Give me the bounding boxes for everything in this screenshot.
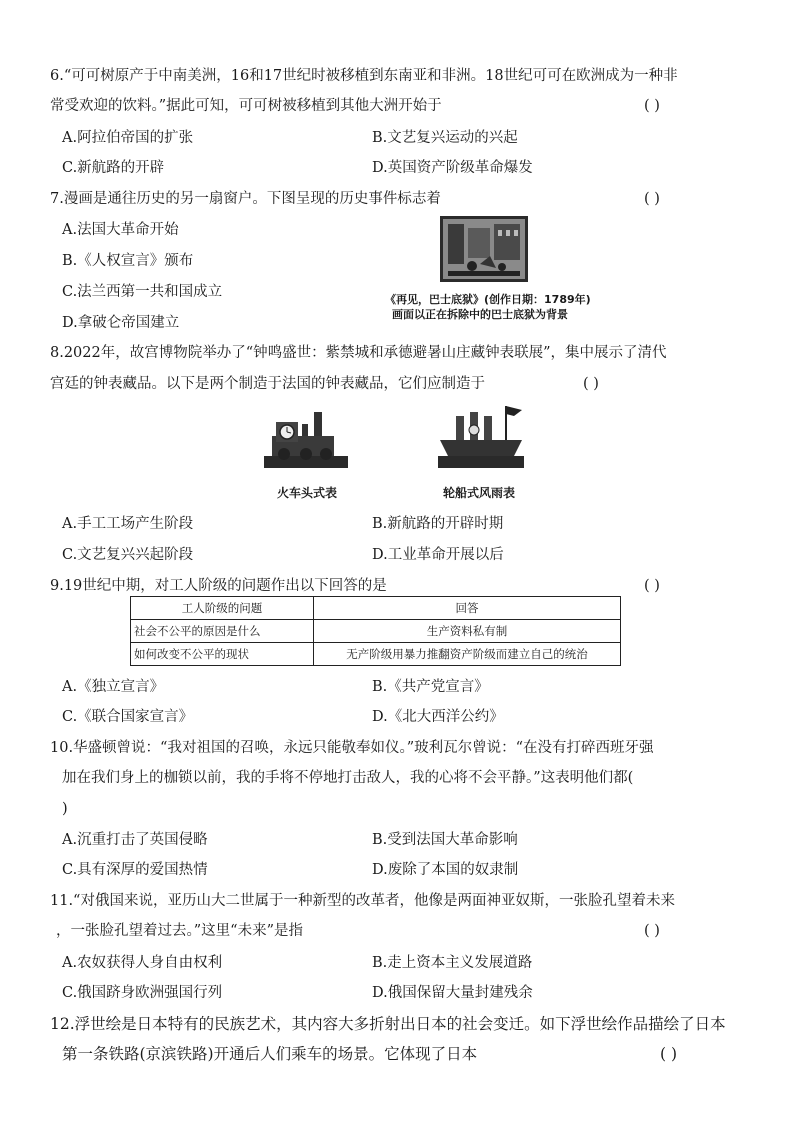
q9-option-a: A.《独立宣言》 <box>62 679 165 695</box>
q10-stem-line3: ) <box>62 801 68 817</box>
q10-option-b: B.受到法国大革命影响 <box>372 832 518 848</box>
q7-answer-paren: ( ) <box>644 191 660 207</box>
q7-image-caption-2: 画面以正在拆除中的巴士底狱为背景 <box>392 308 568 321</box>
q9-option-b: B.《共产党宣言》 <box>372 679 489 695</box>
q11-stem-line2: ，一张脸孔望着过去。”这里“未来”是指 <box>56 923 303 939</box>
locomotive-clock-image <box>262 402 350 472</box>
q8-image2-label: 轮船式风雨表 <box>443 486 516 500</box>
q6-answer-paren: ( ) <box>644 98 660 114</box>
q12-answer-paren: ( ) <box>660 1045 678 1063</box>
q6-stem-line2: 常受欢迎的饮料。”据此可知，可可树被移植到其他大洲开始于 <box>50 98 442 114</box>
q8-answer-paren: ( ) <box>583 376 599 392</box>
q10-stem-line1: 10.华盛顿曾说：“我对祖国的召唤，永远只能敬奉如仪。”玻利瓦尔曾说：“在没有打碎西班牙强 <box>50 740 654 756</box>
q7-option-d: D.拿破仑帝国建立 <box>62 315 180 331</box>
table-row <box>131 643 621 666</box>
q11-option-b: B.走上资本主义发展道路 <box>372 955 533 971</box>
q9-stem-line1: 9.19世纪中期，对工人阶级的问题作出以下回答的是 <box>50 578 387 594</box>
q6-option-d: D.英国资产阶级革命爆发 <box>372 160 533 176</box>
q8-image1-label: 火车头式表 <box>277 486 338 500</box>
q10-option-c: C.具有深厚的爱国热情 <box>62 862 208 878</box>
q9-option-d: D.《北大西洋公约》 <box>372 709 504 725</box>
table-cell: 无产阶级用暴力推翻资产阶级而建立自己的统治 <box>314 643 621 666</box>
q8-option-b: B.新航路的开辟时期 <box>372 516 504 532</box>
q7-option-c: C.法兰西第一共和国成立 <box>62 284 223 300</box>
q10-option-d: D.废除了本国的奴隶制 <box>372 862 519 878</box>
q9-answer-paren: ( ) <box>644 578 660 594</box>
q10-stem-line2: 加在我们身上的枷锁以前，我的手将不停地打击敌人，我的心将不会平静。”这表明他们都( <box>62 770 634 786</box>
q11-answer-paren: ( ) <box>644 923 660 939</box>
q8-option-d: D.工业革命开展以后 <box>372 547 504 563</box>
q8-stem-line1: 8.2022年，故宫博物院举办了“钟鸣盛世：紫禁城和承德避暑山庄藏钟表联展”，集中展示了清代 <box>50 345 667 361</box>
q9-option-c: C.《联合国家宣言》 <box>62 709 194 725</box>
table-cell: 如何改变不公平的现状 <box>131 643 314 666</box>
q7-option-b: B.《人权宣言》颁布 <box>62 253 194 269</box>
q12-stem-line2: 第一条铁路(京滨铁路)开通后人们乘车的场景。它体现了日本 <box>62 1045 478 1063</box>
q6-stem-line1: 6.“可可树原产于中南美洲，16和17世纪时被移植到东南亚和非洲。18世纪可可在欧洲成为一种非 <box>50 68 678 84</box>
table-cell: 生产资料私有制 <box>314 620 621 643</box>
bastille-cartoon-image <box>440 216 528 282</box>
q11-option-c: C.俄国跻身欧洲强国行列 <box>62 985 223 1001</box>
q7-image-caption-1: 《再见，巴士底狱》(创作日期：1789年) <box>385 293 591 306</box>
table-row <box>131 620 621 643</box>
table-header-cell: 回答 <box>314 597 621 620</box>
q8-option-a: A.手工工场产生阶段 <box>62 516 194 532</box>
q7-option-a: A.法国大革命开始 <box>62 222 179 238</box>
q6-option-b: B.文艺复兴运动的兴起 <box>372 130 518 146</box>
q6-option-a: A.阿拉伯帝国的扩张 <box>62 130 194 146</box>
q8-option-c: C.文艺复兴兴起阶段 <box>62 547 194 563</box>
q8-stem-line2: 宫廷的钟表藏品。以下是两个制造于法国的钟表藏品，它们应制造于 <box>50 376 485 392</box>
q9-table <box>130 596 621 666</box>
q11-option-d: D.俄国保留大量封建残余 <box>372 985 533 1001</box>
q6-option-c: C.新航路的开辟 <box>62 160 165 176</box>
table-cell: 社会不公平的原因是什么 <box>131 620 314 643</box>
q11-option-a: A.农奴获得人身自由权利 <box>62 955 223 971</box>
table-header-cell: 工人阶级的问题 <box>131 597 314 620</box>
table-header-row <box>131 597 621 620</box>
q12-stem-line1: 12.浮世绘是日本特有的民族艺术，其内容大多折射出日本的社会变迁。如下浮世绘作品描绘了日本 <box>50 1015 726 1033</box>
steamship-barometer-image <box>434 398 528 472</box>
q10-option-a: A.沉重打击了英国侵略 <box>62 832 208 848</box>
q11-stem-line1: 11.“对俄国来说，亚历山大二世属于一种新型的改革者，他像是两面神亚奴斯，一张脸孔望着未来 <box>50 893 675 909</box>
q7-stem-line1: 7.漫画是通往历史的另一扇窗户。下图呈现的历史事件标志着 <box>50 191 441 207</box>
